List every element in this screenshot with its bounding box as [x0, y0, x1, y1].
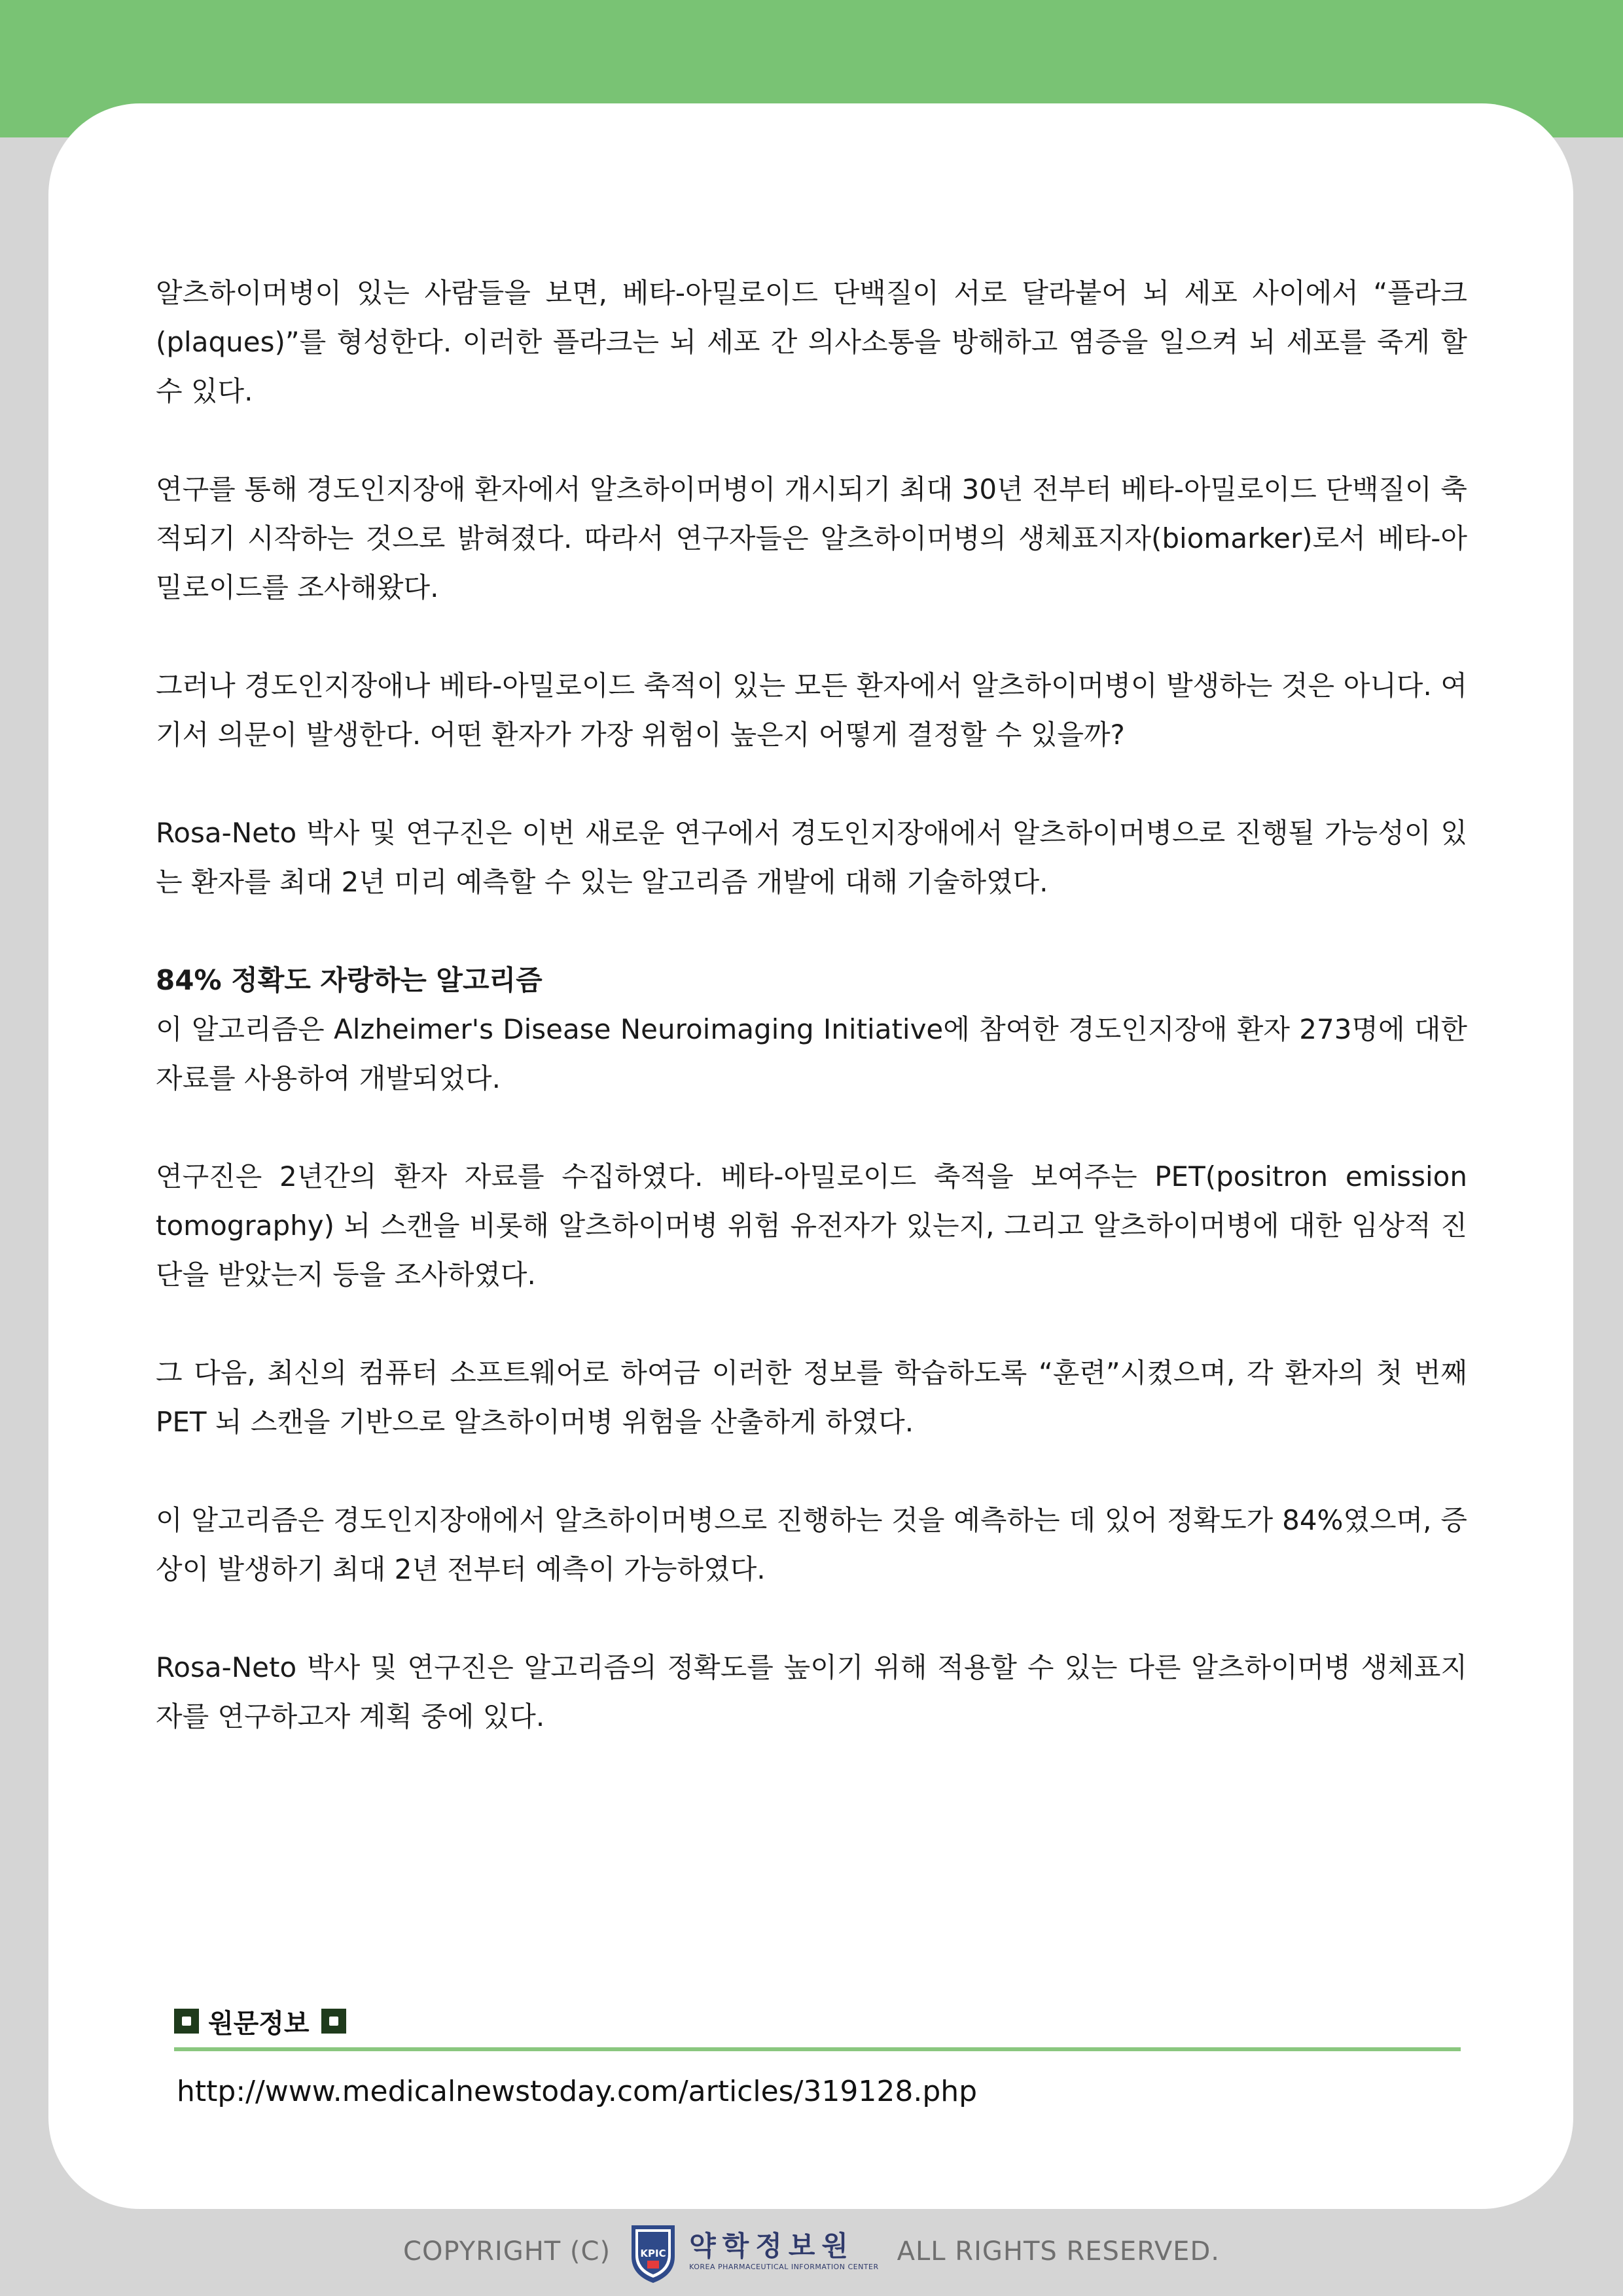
logo-korean: 약학정보원: [689, 2230, 855, 2262]
logo-english: KOREA PHARMACEUTICAL INFORMATION CENTER: [689, 2263, 879, 2271]
kpic-shield-icon: [629, 2219, 677, 2284]
bullet-square-icon: [174, 2009, 199, 2034]
bullet-square-icon: [321, 2009, 346, 2034]
paragraph-1: 알츠하이머병이 있는 사람들을 보면, 베타-아밀로이드 단백질이 서로 달라붙어 뇌 세포 사이에서 “플라크(plaques)”를 형성한다. 이러한 플라크는 뇌 세포 간 의사소통을 방해하고 염증을 일으켜 뇌 세포를 죽게 할 수 있다.: [156, 277, 1467, 407]
section-paragraph-1: 이 알고리즘은 Alzheimer's Disease Neuroimaging Initiative에 참여한 경도인지장애 환자 273명에 대한 자료를 사용하여 개발되었다.: [156, 1013, 1467, 1094]
kpic-logo: [629, 2219, 879, 2284]
section-paragraph-5: Rosa-Neto 박사 및 연구진은 알고리즘의 정확도를 높이기 위해 적용할 수 있는 다른 알츠하이머병 생체표지자를 연구하고자 계획 중에 있다.: [156, 1651, 1467, 1732]
article-body: [156, 268, 1467, 1790]
source-url-link[interactable]: http://www.medicalnewstoday.com/articles/319128.php: [177, 2075, 978, 2108]
kpic-emblem-text: KPIC: [640, 2248, 666, 2259]
paragraph-4: Rosa-Neto 박사 및 연구진은 이번 새로운 연구에서 경도인지장애에서 알츠하이머병으로 진행될 가능성이 있는 환자를 최대 2년 미리 예측할 수 있는 알고리즘 개발에 대해 기술하였다.: [156, 817, 1467, 898]
copyright-text: COPYRIGHT (C): [403, 2236, 611, 2267]
paragraph-3: 그러나 경도인지장애나 베타-아밀로이드 축적이 있는 모든 환자에서 알츠하이머병이 발생하는 것은 아니다. 여기서 의문이 발생한다. 어떤 환자가 가장 위험이 높은지 어떻게 결정할 수 있을까?: [156, 670, 1467, 751]
source-title-row: [174, 2001, 1461, 2041]
source-title: 원문정보: [208, 2008, 310, 2039]
paragraph-2: 연구를 통해 경도인지장애 환자에서 알츠하이머병이 개시되기 최대 30년 전부터 베타-아밀로이드 단백질이 축적되기 시작하는 것으로 밝혀졌다. 따라서 연구자들은 알츠하이머병의 생체표지자(biomarker)로서 베타-아밀로이드를 조사해왔다.: [156, 473, 1467, 603]
section-paragraph-2: 연구진은 2년간의 환자 자료를 수집하였다. 베타-아밀로이드 축적을 보여주는 PET(positron emission tomography) 뇌 스캔을 비롯해 알츠하이머병 위험 유전자가 있는지, 그리고 알츠하이머병에 대한 임상적 진단을 받았는지 등을 조사하였다.: [156, 1160, 1467, 1291]
section-paragraph-4: 이 알고리즘은 경도인지장애에서 알츠하이머병으로 진행하는 것을 예측하는 데 있어 정확도가 84%였으며, 증상이 발생하기 최대 2년 전부터 예측이 가능하였다.: [156, 1504, 1467, 1585]
section-paragraph-3: 그 다음, 최신의 컴퓨터 소프트웨어로 하여금 이러한 정보를 학습하도록 “훈련”시켰으며, 각 환자의 첫 번째 PET 뇌 스캔을 기반으로 알츠하이머병 위험을 산출하게 하였다.: [156, 1357, 1467, 1438]
section-heading: 84% 정확도 자랑하는 알고리즘: [156, 964, 543, 996]
source-info: [174, 2001, 1461, 2108]
source-divider: [174, 2047, 1461, 2051]
logo-text: [689, 2231, 879, 2272]
footer: [0, 2207, 1623, 2296]
rights-text: ALL RIGHTS RESERVED.: [897, 2236, 1220, 2267]
